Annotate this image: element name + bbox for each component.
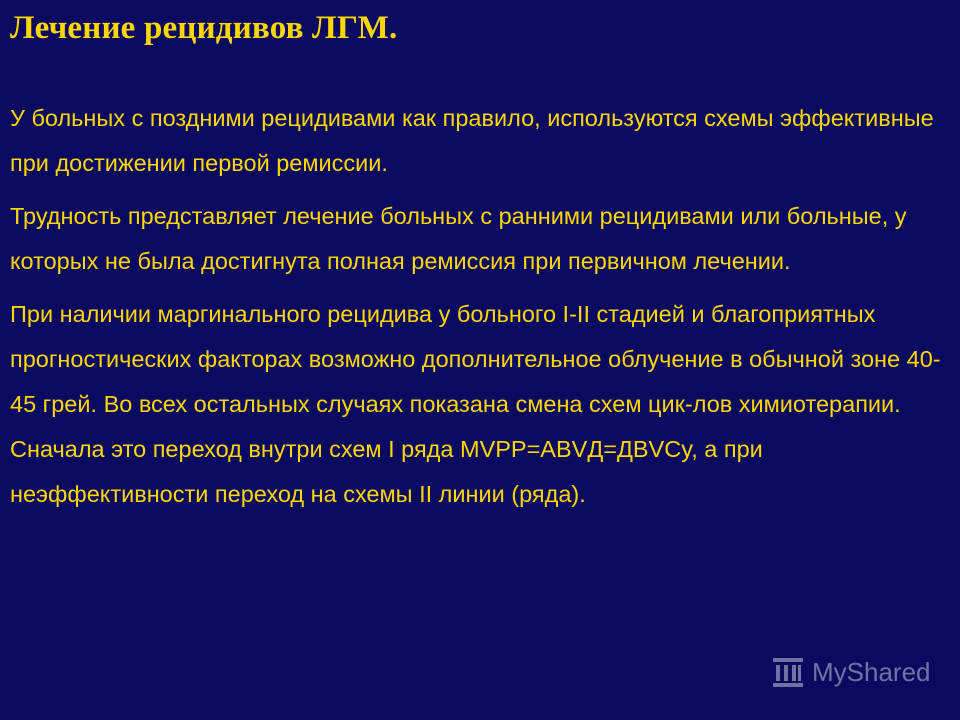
paragraph-early-relapses: Трудность представляет лечение больных с ранними рецидивами или больные, у которых не была достигнута полная ремиссия при первичном лечении. [10,203,907,274]
paragraph-marginal-relapse: При наличии маргинального рецидива у больного I-II стадией и благоприятных прогностических факторах возможно дополнительное облучение в обычной зоне 40-45 грей. Во всех остальных случаях показана смена схем цик-лов химиотерапии. Сначала это переход внутри схем I ряда MVPP=ABVД=ДBVCy, а при неэффективности переход на схемы II линии (ряда). [10,301,941,507]
slide-body [10,96,955,525]
building-icon [770,655,806,689]
paragraph-late-relapses: У больных с поздними рецидивами как правило, используются схемы эффективные при достижении первой ремиссии. [10,105,934,176]
watermark [770,655,931,689]
watermark-text: MyShared [812,656,931,687]
slide-title: Лечение рецидивов ЛГМ. [10,10,398,46]
